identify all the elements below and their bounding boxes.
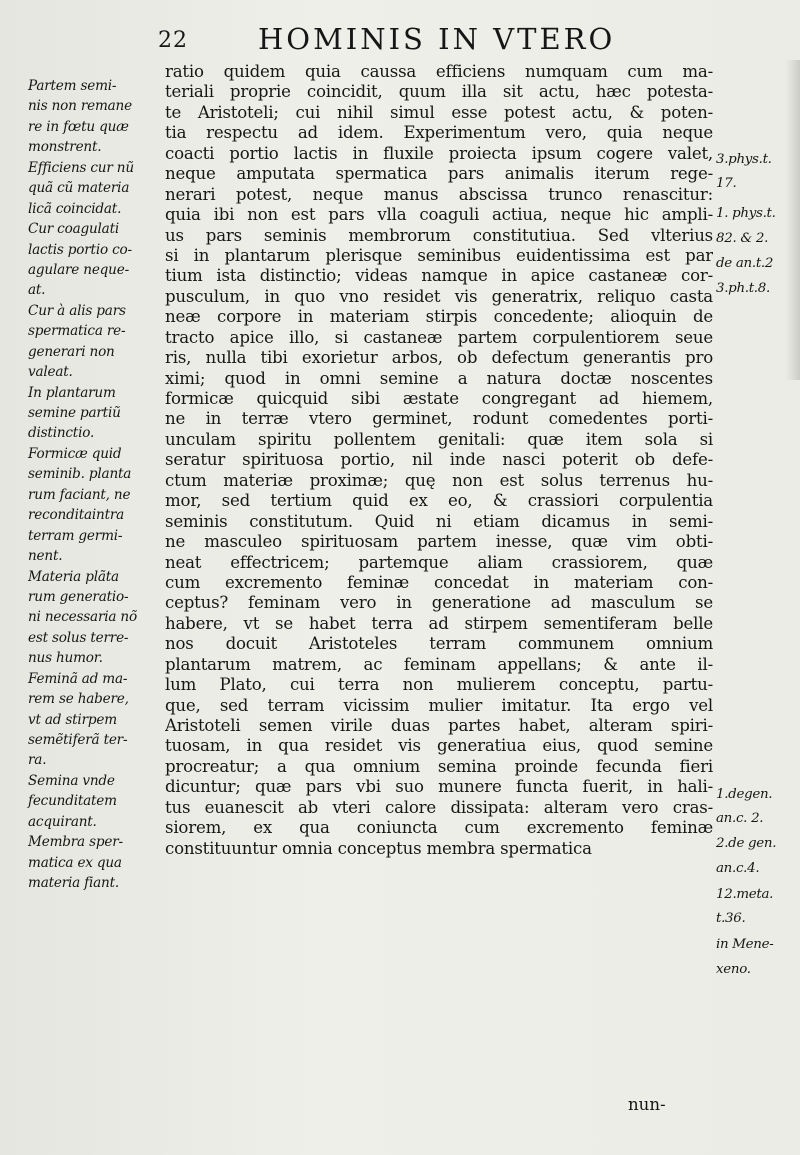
body-line: ceptus? feminam vero in generatione ad masculum se (165, 593, 713, 613)
body-line: us pars seminis membrorum constitutiua. Sed vlterius (165, 225, 713, 245)
body-line: que, sed terram vicissim mulier imitatur. Ita ergo vel (165, 695, 713, 715)
margin-note-line: semine partiũ (28, 405, 121, 421)
margin-note-line: matica ex qua (28, 854, 122, 871)
body-line: plantarum matrem, ac feminam appellans; & ante il- (165, 654, 713, 674)
margin-note-line: reconditaintra (28, 507, 125, 524)
body-line: siorem, ex qua coniuncta cum excremento feminæ (165, 818, 713, 838)
body-line: ratio quidem quia caussa efficiens numquam cum ma- (165, 62, 713, 81)
margin-note-line: Feminã ad ma- (28, 670, 128, 687)
margin-note-line: monstrent. (28, 139, 102, 156)
margin-citation: de an.t.2 (716, 256, 774, 271)
left-margin-notes (28, 76, 164, 894)
body-line: Aristoteli semen virile duas partes habet, alteram spiri- (165, 716, 713, 735)
margin-citation: t.36. (716, 911, 746, 926)
margin-note-line: re in fœtu quæ (28, 118, 129, 135)
body-line: procreatur; a qua omnium semina proinde fecunda fieri (165, 756, 713, 776)
margin-citation: 1.degen. (716, 787, 773, 802)
margin-citation: in Mene- (716, 937, 774, 952)
page-edge-shadow (786, 60, 800, 380)
margin-note-line: spermatica re- (28, 323, 126, 340)
margin-note-line: vt ad stirpem (28, 711, 117, 728)
body-line: cum excremento feminæ concedat in materiam con- (165, 572, 713, 592)
body-text (165, 62, 713, 859)
margin-citation: an.c. 2. (716, 811, 764, 826)
margin-note-line: rem se habere, (28, 691, 129, 708)
margin-note-line: generari non (28, 343, 115, 360)
body-line: neque amputata spermatica pars animalis iterum rege- (165, 164, 713, 184)
margin-note-line: nus humor. (28, 650, 103, 667)
margin-note-line: Semina vnde (28, 772, 115, 789)
margin-note-line: ni necessaria nõ (28, 609, 137, 626)
margin-note-line: Membra sper- (28, 834, 123, 851)
margin-note-line: semẽtiferã ter- (28, 732, 128, 748)
body-line: ris, nulla tibi exorietur arbos, ob defectum generantis pro (165, 348, 713, 368)
margin-note-line: ra. (28, 752, 47, 769)
catchword: nun- (628, 1095, 666, 1114)
margin-note-line: nent. (28, 548, 63, 565)
body-line: coacti portio lactis in fluxile proiecta ipsum cogere valet, (165, 143, 713, 163)
body-line: formicæ quicquid sibi æstate congregant ad hiemem, (165, 389, 713, 408)
margin-citation: 12.meta. (716, 887, 774, 902)
body-line: tracto apice illo, si castaneæ partem corpulentiorem seue (165, 327, 713, 347)
margin-note-line: In plantarum (28, 384, 116, 401)
body-line: neat effectricem; partemque aliam crassiorem, quæ (165, 552, 713, 572)
body-line: ne masculeo spirituosam partem inesse, quæ vim obti- (165, 532, 713, 552)
body-line: tuosam, in qua residet vis generatiua eius, quod semine (165, 736, 713, 756)
margin-citation: 3.ph.t.8. (716, 281, 770, 296)
running-title: HOMINIS IN VTERO (258, 22, 616, 56)
margin-citation: 82. & 2. (716, 231, 769, 246)
body-line: mor, sed tertium quid ex eo, & crassiori corpulentia (165, 491, 713, 511)
margin-note-line: at. (28, 282, 46, 299)
margin-note-line: agulare neque- (28, 261, 129, 278)
body-line: ximi; quod in omni semine a natura doctæ noscentes (165, 368, 713, 388)
body-line: teriali proprie coincidit, quum illa sit actu, hæc potesta- (165, 82, 713, 102)
margin-citation: xeno. (716, 962, 751, 977)
margin-note-line: Materia plãta (28, 568, 119, 585)
margin-note-line: est solus terre- (28, 629, 129, 646)
margin-note-line: Cur à alis pars (28, 302, 126, 319)
body-line: nerari potest, neque manus abscissa trunco renascitur: (165, 184, 713, 204)
body-line: seminis constitutum. Quid ni etiam dicamus in semi- (165, 511, 713, 531)
margin-note-line: fecunditatem (28, 793, 117, 810)
margin-note-line: Cur coagulati (28, 221, 119, 238)
margin-citation: 1. phys.t. (716, 206, 776, 221)
margin-note-line: acquirant. (28, 813, 97, 830)
body-line: lum Plato, cui terra non mulierem conceptu, partu- (165, 675, 713, 695)
margin-note-line: quã cũ materia (28, 180, 130, 197)
margin-citation: an.c.4. (716, 861, 760, 876)
margin-note-line: distinctio. (28, 425, 95, 442)
margin-note-line: rum faciant, ne (28, 486, 131, 503)
body-line: te Aristoteli; cui nihil simul esse potest actu, & poten- (165, 102, 713, 122)
body-line: ne in terræ vtero germinet, rodunt comedentes porti- (165, 409, 713, 429)
margin-note-line: materia fiant. (28, 875, 119, 892)
margin-citation: 3.phys.t. (716, 152, 772, 167)
margin-note-line: Formicæ quid (28, 445, 122, 462)
body-line: habere, vt se habet terra ad stirpem sementiferam belle (165, 613, 713, 633)
body-line: nos docuit Aristoteles terram communem omnium (165, 634, 713, 654)
margin-note-line: rum generatio- (28, 588, 129, 605)
margin-note-line: lactis portio co- (28, 241, 132, 258)
body-line: si in plantarum plerisque seminibus euidentissima est par (165, 245, 713, 265)
margin-citation: 17. (716, 176, 737, 191)
margin-citation: 2.de gen. (716, 836, 777, 851)
body-line: tia respectu ad idem. Experimentum vero, quia neque (165, 123, 713, 143)
margin-note-line: terram germi- (28, 527, 123, 544)
body-line: pusculum, in quo vno residet vis generatrix, reliquo casta (165, 286, 713, 306)
margin-note-line: nis non remane (28, 98, 132, 115)
body-line: seratur spirituosa portio, nil inde nasci poterit ob defe- (165, 450, 713, 470)
body-line: constituuntur omnia conceptus membra spermatica (165, 838, 592, 858)
body-line: neæ corpore in materiam stirpis concedente; alioquin de (165, 307, 713, 327)
body-line: tus euanescit ab vteri calore dissipata: alteram vero cras- (165, 797, 713, 817)
margin-note-line: valeat. (28, 364, 73, 381)
body-line: tium ista distinctio; videas namque in apice castaneæ cor- (165, 266, 713, 286)
body-line: quia ibi non est pars vlla coaguli actiua, neque hic ampli- (165, 205, 713, 225)
body-line: unculam spiritu pollentem genitali: quæ item sola si (165, 429, 713, 449)
page-number: 22 (158, 28, 188, 53)
body-line: dicuntur; quæ pars vbi suo munere functa fuerit, in hali- (165, 777, 713, 797)
margin-note-line: Partem semi- (28, 78, 117, 94)
body-line: ctum materiæ proximæ; quę non est solus terrenus hu- (165, 470, 713, 490)
margin-note-line: seminib. planta (28, 466, 132, 483)
margin-note-line: Efficiens cur nũ (28, 159, 134, 176)
margin-note-line: licã coincidat. (28, 200, 122, 217)
